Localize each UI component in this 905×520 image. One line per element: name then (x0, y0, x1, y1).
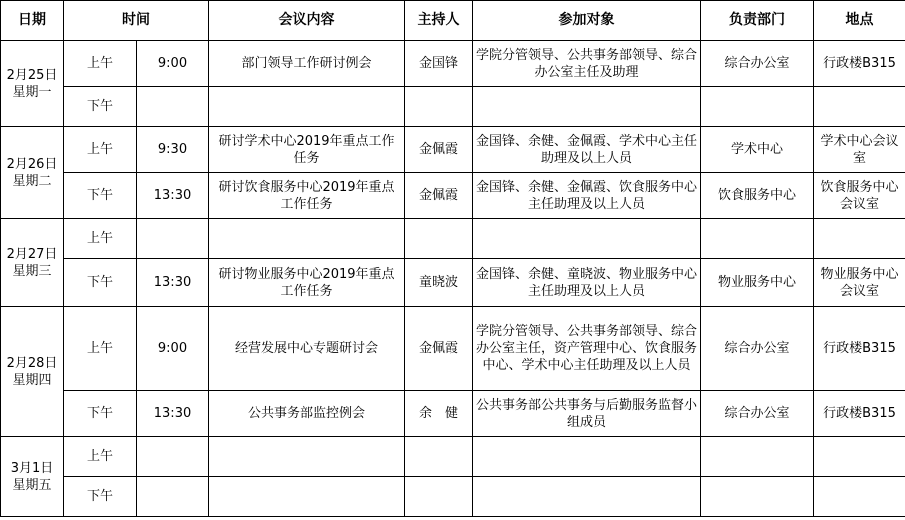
time-cell (137, 437, 209, 477)
header-time: 时间 (64, 1, 209, 41)
host-cell: 童晓波 (405, 259, 473, 307)
department-cell: 物业服务中心 (701, 259, 814, 307)
location-cell: 行政楼B315 (814, 391, 905, 437)
content-cell (209, 87, 405, 127)
date-text: 3月1日 (10, 460, 54, 476)
table-row (1, 219, 905, 259)
host-cell: 金国锋 (405, 41, 473, 87)
attendees-cell: 金国锋、余健、金佩霞、学术中心主任助理及以上人员 (473, 127, 701, 173)
header-location: 地点 (814, 1, 905, 41)
table-row (1, 391, 905, 437)
date-text: 2月28日 (6, 355, 58, 371)
host-cell (405, 219, 473, 259)
period-cell: 下午 (64, 87, 137, 127)
time-cell (137, 477, 209, 517)
weekday-text: 星期五 (12, 477, 52, 493)
department-cell: 综合办公室 (701, 307, 814, 391)
location-cell: 饮食服务中心会议室 (814, 173, 905, 219)
date-cell (1, 307, 64, 437)
department-cell: 学术中心 (701, 127, 814, 173)
table-row (1, 437, 905, 477)
header-host: 主持人 (405, 1, 473, 41)
location-cell (814, 219, 905, 259)
content-cell (209, 219, 405, 259)
weekday-text: 星期二 (12, 173, 52, 189)
date-cell (1, 437, 64, 517)
header-row (1, 1, 905, 41)
department-cell (701, 87, 814, 127)
period-cell: 下午 (64, 259, 137, 307)
period-cell: 上午 (64, 437, 137, 477)
host-cell (405, 87, 473, 127)
table-row (1, 173, 905, 219)
location-cell (814, 437, 905, 477)
period-cell: 下午 (64, 173, 137, 219)
time-cell: 13:30 (137, 391, 209, 437)
time-cell: 13:30 (137, 173, 209, 219)
location-cell (814, 87, 905, 127)
attendees-cell: 学院分管领导、公共事务部领导、综合办公室主任，资产管理中心、饮食服务中心、学术中心主任助理及以上人员 (473, 307, 701, 391)
attendees-cell: 公共事务部公共事务与后勤服务监督小组成员 (473, 391, 701, 437)
department-cell (701, 219, 814, 259)
host-cell (405, 437, 473, 477)
table-row (1, 127, 905, 173)
host-cell (405, 477, 473, 517)
date-text: 2月25日 (6, 67, 58, 83)
time-cell (137, 87, 209, 127)
attendees-cell (473, 219, 701, 259)
content-cell (209, 437, 405, 477)
time-cell (137, 219, 209, 259)
content-cell: 公共事务部监控例会 (209, 391, 405, 437)
table-row (1, 259, 905, 307)
content-cell: 部门领导工作研讨例会 (209, 41, 405, 87)
content-cell (209, 477, 405, 517)
content-cell: 经营发展中心专题研讨会 (209, 307, 405, 391)
weekday-text: 星期四 (12, 372, 52, 388)
host-cell: 金佩霞 (405, 307, 473, 391)
header-department: 负责部门 (701, 1, 814, 41)
header-attendees: 参加对象 (473, 1, 701, 41)
table-row (1, 41, 905, 87)
attendees-cell: 金国锋、余健、金佩霞、饮食服务中心主任助理及以上人员 (473, 173, 701, 219)
location-cell: 学术中心会议室 (814, 127, 905, 173)
attendees-cell (473, 437, 701, 477)
time-cell: 9:00 (137, 41, 209, 87)
department-cell (701, 477, 814, 517)
date-text: 2月27日 (6, 246, 58, 262)
date-cell (1, 41, 64, 127)
date-cell (1, 219, 64, 307)
department-cell (701, 437, 814, 477)
time-cell: 13:30 (137, 259, 209, 307)
period-cell: 上午 (64, 307, 137, 391)
time-cell: 9:00 (137, 307, 209, 391)
host-cell: 金佩霞 (405, 127, 473, 173)
period-cell: 下午 (64, 477, 137, 517)
content-cell: 研讨饮食服务中心2019年重点工作任务 (209, 173, 405, 219)
weekday-text: 星期三 (12, 263, 52, 279)
period-cell: 上午 (64, 41, 137, 87)
location-cell (814, 477, 905, 517)
attendees-cell: 学院分管领导、公共事务部领导、综合办公室主任及助理 (473, 41, 701, 87)
period-cell: 下午 (64, 391, 137, 437)
table-row (1, 307, 905, 391)
attendees-cell (473, 87, 701, 127)
department-cell: 综合办公室 (701, 41, 814, 87)
table-row (1, 477, 905, 517)
department-cell: 综合办公室 (701, 391, 814, 437)
location-cell: 行政楼B315 (814, 307, 905, 391)
host-cell: 金佩霞 (405, 173, 473, 219)
date-cell (1, 127, 64, 219)
location-cell: 物业服务中心会议室 (814, 259, 905, 307)
content-cell: 研讨学术中心2019年重点工作任务 (209, 127, 405, 173)
time-cell: 9:30 (137, 127, 209, 173)
date-text: 2月26日 (6, 156, 58, 172)
attendees-cell: 金国锋、余健、童晓波、物业服务中心主任助理及以上人员 (473, 259, 701, 307)
location-cell: 行政楼B315 (814, 41, 905, 87)
period-cell: 上午 (64, 127, 137, 173)
host-cell: 余 健 (405, 391, 473, 437)
header-content: 会议内容 (209, 1, 405, 41)
weekday-text: 星期一 (12, 84, 52, 100)
department-cell: 饮食服务中心 (701, 173, 814, 219)
attendees-cell (473, 477, 701, 517)
period-cell: 上午 (64, 219, 137, 259)
table-row (1, 87, 905, 127)
header-date: 日期 (1, 1, 64, 41)
content-cell: 研讨物业服务中心2019年重点工作任务 (209, 259, 405, 307)
